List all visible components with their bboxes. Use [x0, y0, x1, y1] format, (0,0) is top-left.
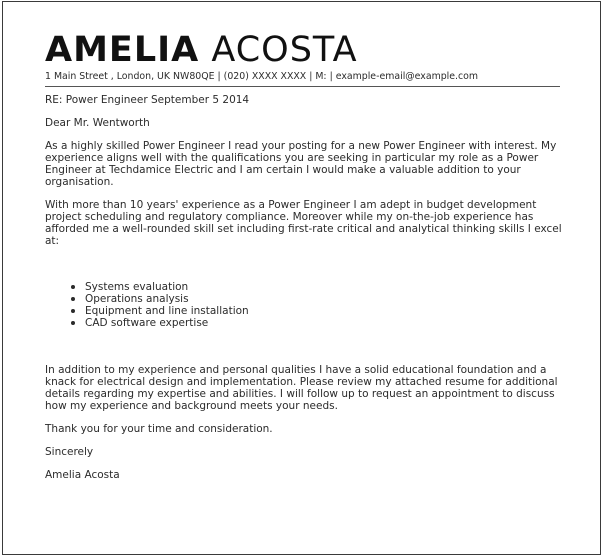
list-item: [71, 281, 249, 293]
bullet-icon: [71, 309, 75, 313]
list-item: [71, 305, 249, 317]
bullet-icon: [71, 321, 75, 325]
applicant-first-name: AMELIA: [45, 30, 200, 70]
applicant-last-name: ACOSTA: [211, 30, 358, 70]
bullet-icon: [71, 285, 75, 289]
list-item: [71, 317, 249, 329]
contact-details: 1 Main Street , London, UK NW80QE | (020) XXXX XXXX | M: | example-email@example.com: [45, 71, 479, 82]
bullet-icon: [71, 297, 75, 301]
skills-list: [71, 281, 249, 329]
signature-name: Amelia Acosta: [45, 469, 120, 481]
closing-line: Sincerely: [45, 446, 94, 458]
intro-paragraph: As a highly skilled Power Engineer I read your posting for a new Power Engineer with interest. My experience aligns well with the qualifications you are seeking in particular my role as a Power Engineer at Techdamice Electric and I am certain I would make a valuable addition to your organisation.: [45, 140, 557, 188]
applicant-name: [45, 28, 358, 72]
thanks-line: Thank you for your time and consideration.: [45, 423, 273, 435]
skill-label: Operations analysis: [85, 293, 189, 305]
education-paragraph: In addition to my experience and personal qualities I have a solid educational foundation and a knack for electrical design and implementation. Please review my attached resume for additional details regarding my expertise and abilities. I will follow up to request an appointment to discuss how my experience and background meets your needs.: [45, 364, 558, 412]
skill-label: Systems evaluation: [85, 281, 189, 293]
salutation: Dear Mr. Wentworth: [45, 117, 150, 129]
skill-label: CAD software expertise: [85, 317, 209, 329]
list-item: [71, 293, 249, 305]
experience-paragraph: With more than 10 years' experience as a Power Engineer I am adept in budget development project scheduling and regulatory compliance. Moreover while my on-the-job experience has afforded me a well-rounded skill set including first-rate critical and analytical thinking skills I excel at:: [45, 199, 562, 247]
subject-line: RE: Power Engineer September 5 2014: [45, 94, 250, 106]
header-divider: [45, 86, 560, 87]
skill-label: Equipment and line installation: [85, 305, 249, 317]
